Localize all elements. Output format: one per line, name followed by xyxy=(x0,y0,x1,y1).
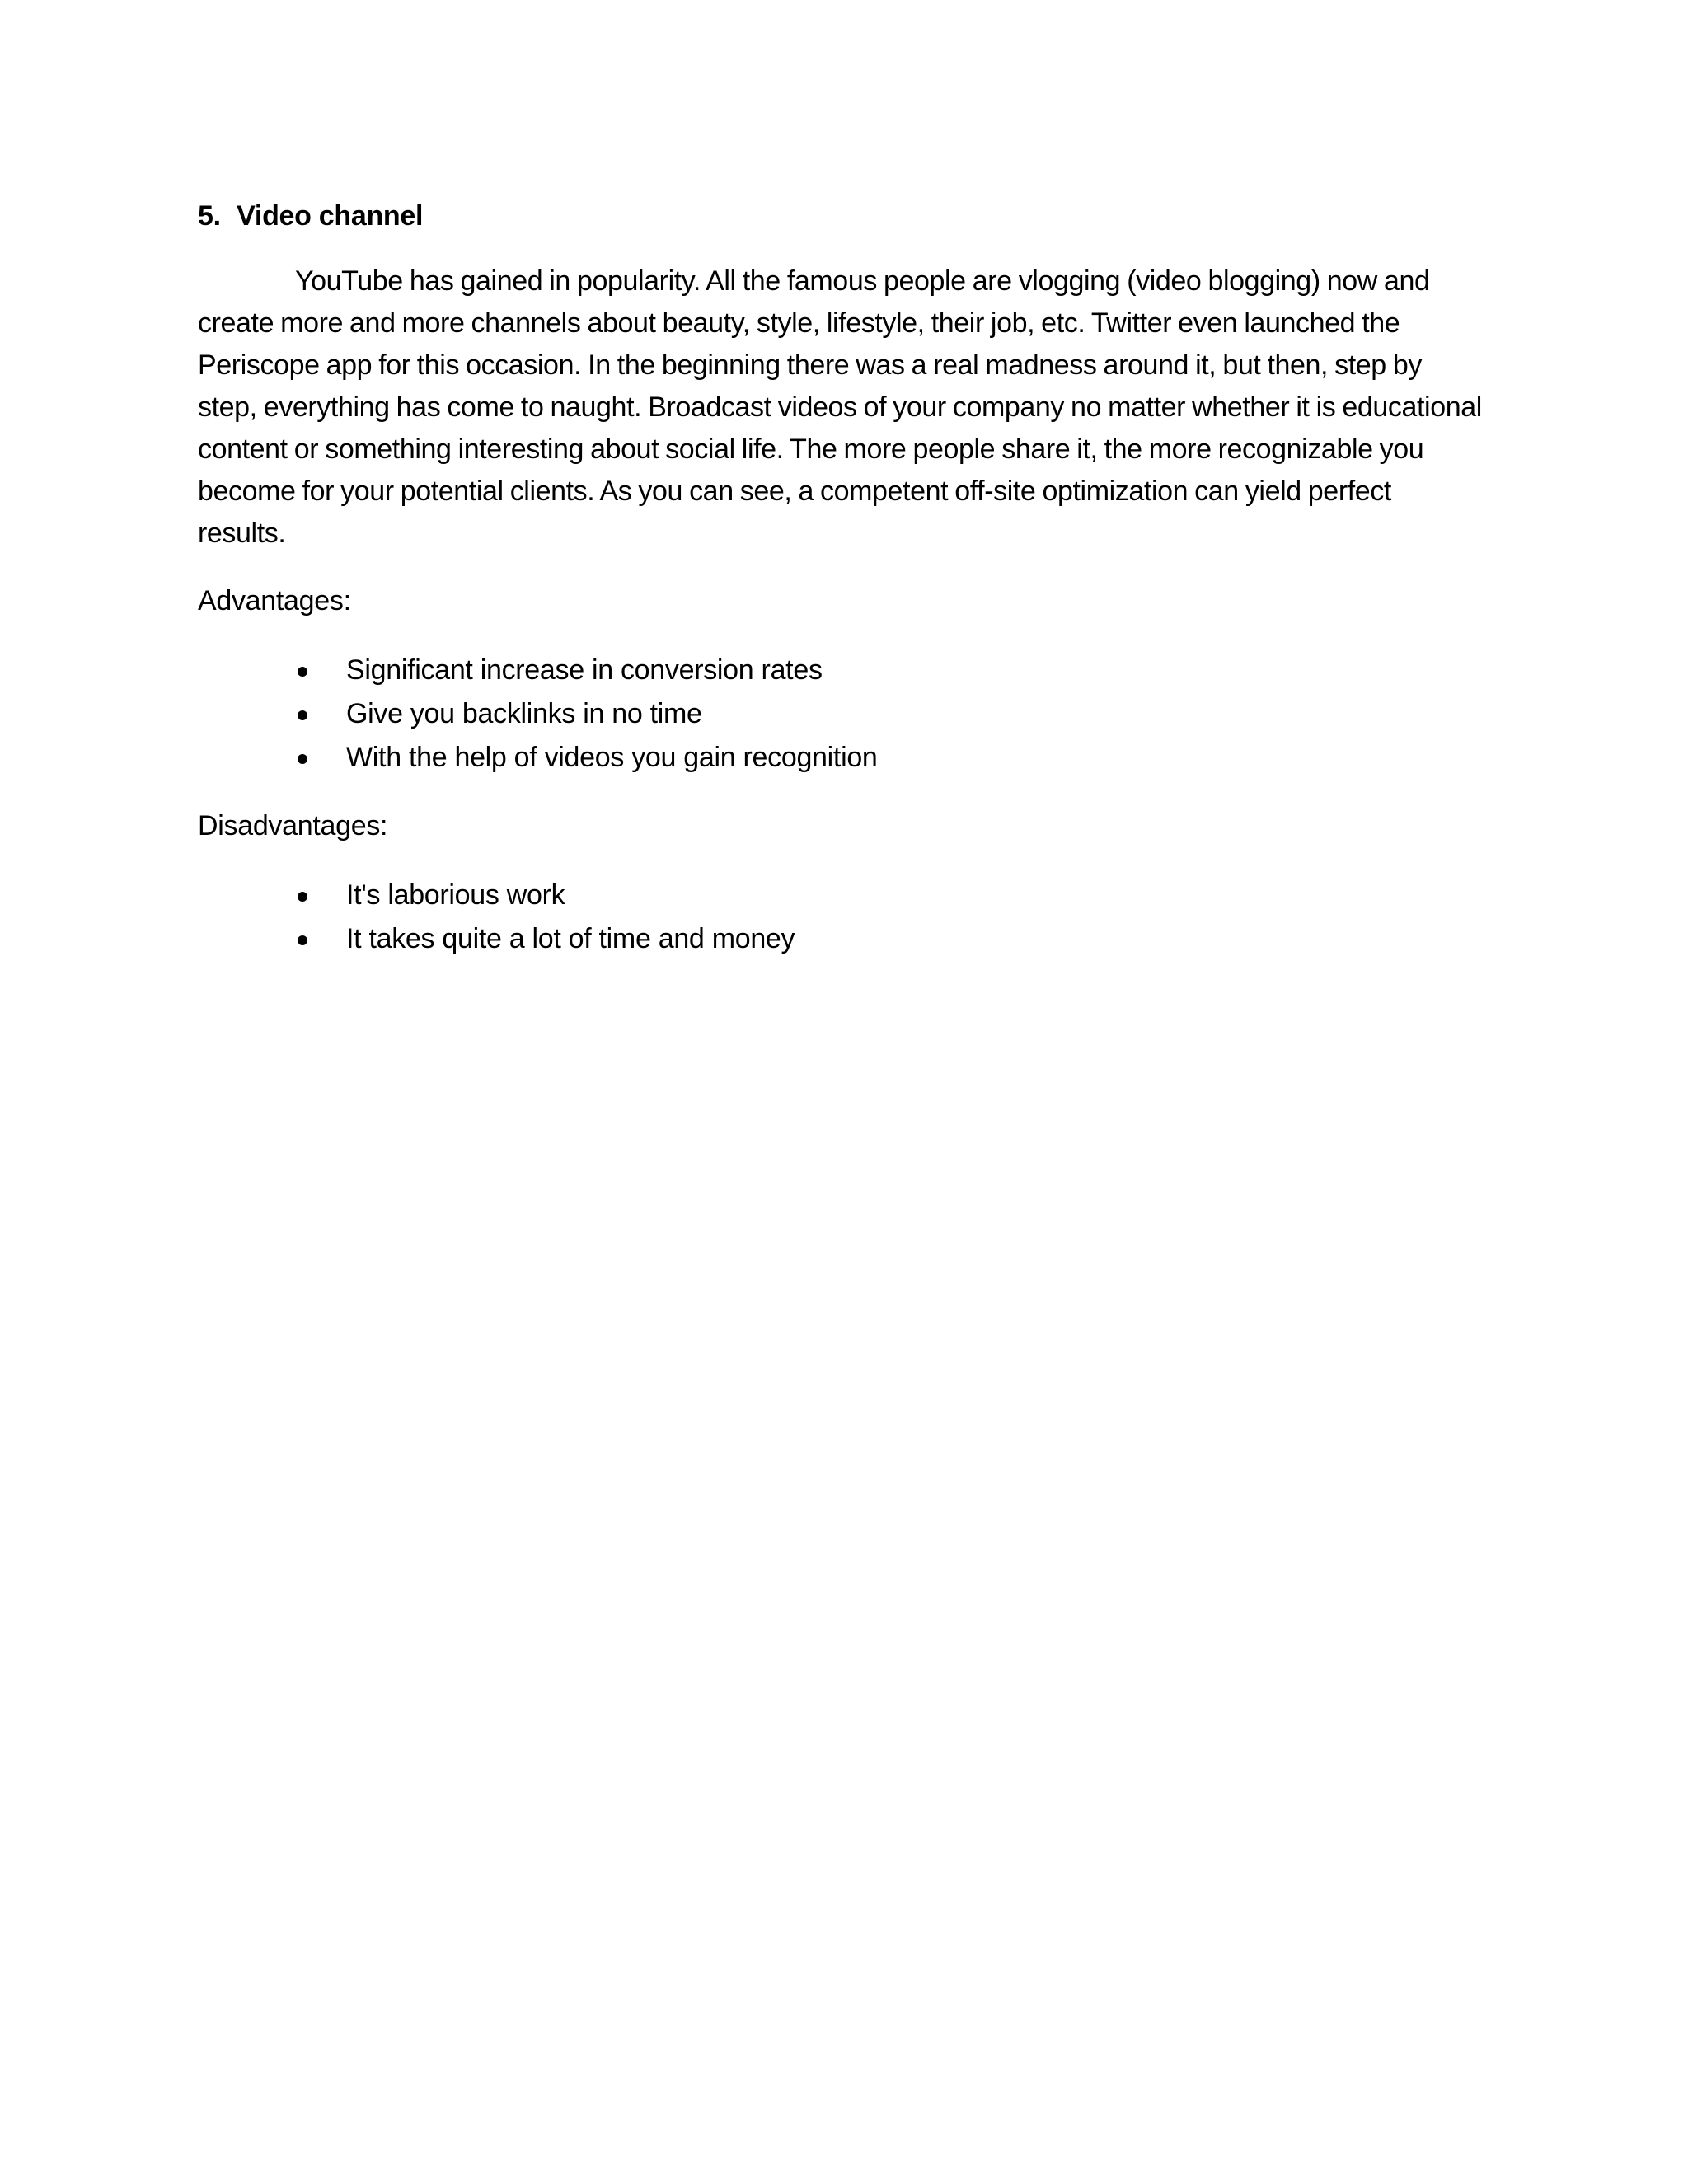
bullet-icon xyxy=(298,667,307,677)
advantages-label: Advantages: xyxy=(198,585,351,616)
bullet-icon xyxy=(298,710,307,720)
list-item xyxy=(198,874,1484,917)
section-title: Video channel xyxy=(237,200,424,232)
list-item-text: Give you backlinks in no time xyxy=(346,698,702,729)
bullet-icon xyxy=(298,892,307,902)
list-item-text: It takes quite a lot of time and money xyxy=(346,923,795,954)
bullet-icon xyxy=(298,935,307,945)
list-item-text: It's laborious work xyxy=(346,879,565,911)
advantages-list xyxy=(198,649,1484,780)
section-number: 5. xyxy=(198,200,221,232)
section-heading xyxy=(198,196,1484,236)
body-paragraph: YouTube has gained in popularity. All the famous people are vlogging (video blogging) now and create more and more channels about beauty, style, lifestyle, their job, etc. Twitter even launched the Periscope app for this occasion. In the beginning there was a real madness around it, but then, step by step, everything has come to naught. Broadcast videos of your company no matter whether it is educational content or something interesting about social life. The more people share it, the more recognizable you become for your potential clients. As you can see, a competent off-site optimization can yield perfect results. xyxy=(198,265,1482,549)
page-content xyxy=(198,196,1484,987)
list-item xyxy=(198,649,1484,692)
list-item-text: Significant increase in conversion rates xyxy=(346,654,823,686)
list-item xyxy=(198,692,1484,736)
list-item xyxy=(198,917,1484,961)
list-item xyxy=(198,736,1484,780)
list-item-text: With the help of videos you gain recognition xyxy=(346,742,878,773)
disadvantages-label: Disadvantages: xyxy=(198,810,388,841)
bullet-icon xyxy=(298,754,307,764)
disadvantages-list xyxy=(198,874,1484,961)
